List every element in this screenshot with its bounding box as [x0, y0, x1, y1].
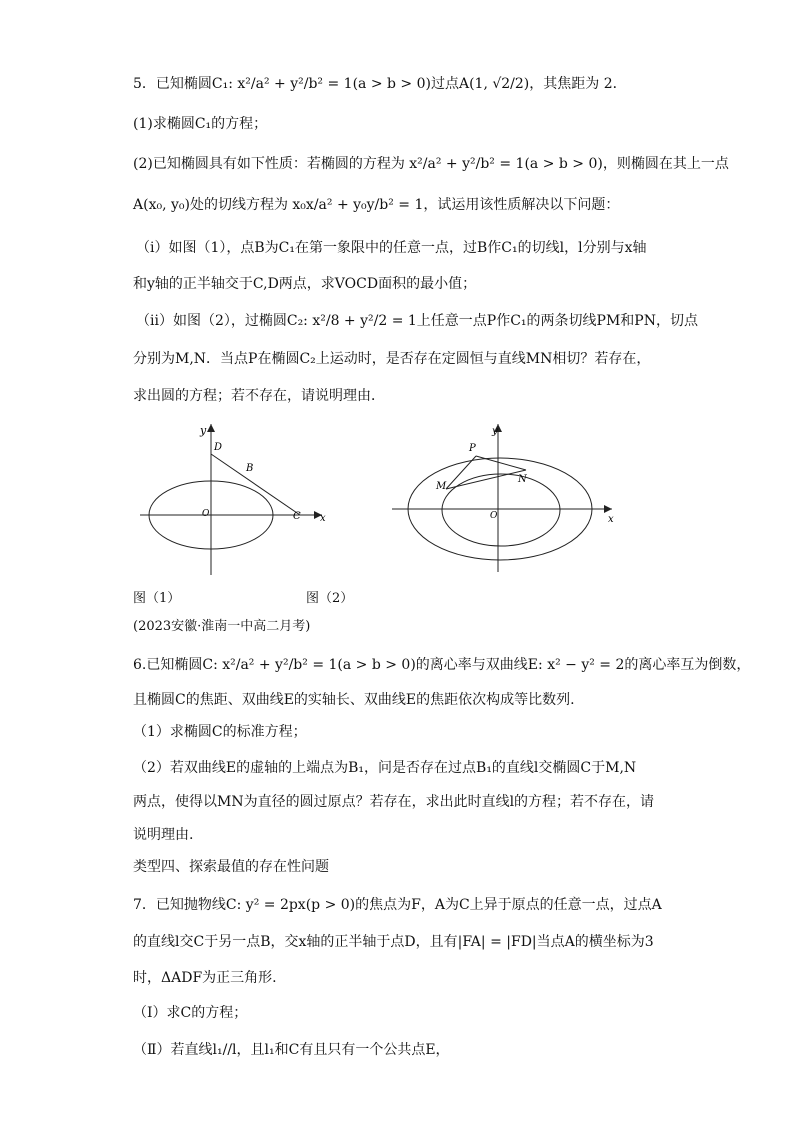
fig1-label-b: B: [246, 463, 254, 474]
fig2-inner-ellipse: [442, 474, 560, 546]
figure-2: [390, 422, 620, 577]
q5-stem: 5．已知椭圆C₁: x²/a² + y²/b² = 1(a > b > 0)过点A(1, √2/2)，其焦距为 2．: [133, 76, 627, 92]
fig1-label-d: D: [214, 442, 223, 453]
fig2-label-x: x: [608, 514, 614, 525]
q6-part-2-line2: 两点，使得以MN为直径的圆过原点？若存在，求出此时直线l的方程；若不存在，请: [133, 794, 655, 810]
q5-part-2-line1: (2)已知椭圆具有如下性质：若椭圆的方程为 x²/a² + y²/b² = 1(a > b > 0)，则椭圆在其上一点: [133, 156, 729, 172]
figure-2-caption: 图（2）: [306, 591, 354, 606]
fig1-label-x: x: [320, 513, 326, 524]
fig1-label-y: y: [200, 424, 207, 437]
figure-1-caption: 图（1）: [133, 591, 181, 606]
q5-part-i-line1: （i）如图（1），点B为C₁在第一象限中的任意一点，过B作C₁的切线l，l分别与x轴: [136, 240, 647, 256]
q5-part-i-line2: 和y轴的正半轴交于C,D两点，求VOCD面积的最小值；: [133, 276, 477, 292]
q6-part-2-line3: 说明理由.: [133, 827, 194, 843]
q5-part-ii-line3: 求出圆的方程；若不存在，请说明理由．: [133, 388, 385, 404]
fig2-x-arrow: [604, 505, 612, 513]
q5-part-ii-line1: （ii）如图（2），过椭圆C₂: x²/8 + y²/2 = 1上任意一点P作C₁的两条切线PM和PN，切点: [136, 313, 698, 329]
q7-stem-2: 的直线l交C于另一点B，交x轴的正半轴于点D，且有|FA| = |FD|当点A的横坐标为3: [133, 934, 654, 950]
fig2-line-mn: [446, 470, 526, 489]
q7-part-2: （Ⅱ）若直线l₁//l，且l₁和C有且只有一个公共点E，: [133, 1042, 450, 1058]
fig1-y-arrow: [207, 424, 215, 432]
q7-stem-3: 时，ΔADF为正三角形.: [133, 970, 277, 986]
q5-part-1: (1)求椭圆C₁的方程；: [133, 116, 268, 132]
fig1-tangent-line: [211, 454, 300, 515]
q7-stem: 7．已知抛物线C: y² = 2px(p > 0)的焦点为F，A为C上异于原点的任意一点，过点A: [133, 897, 662, 913]
q6-stem: 6.已知椭圆C: x²/a² + y²/b² = 1(a > b > 0)的离心率与双曲线E: x² − y² = 2的离心率互为倒数，: [133, 657, 751, 673]
fig1-label-c: C: [293, 511, 301, 522]
source-note: (2023安徽·淮南一中高二月考): [133, 619, 311, 634]
fig2-label-y: y: [492, 426, 498, 437]
q5-part-ii-line2: 分别为M,N．当点P在椭圆C₂上运动时，是否存在定圆恒与直线MN相切？若存在，: [133, 351, 651, 367]
fig2-label-o: O: [490, 511, 498, 521]
fig2-label-p: P: [469, 443, 476, 454]
q6-part-1: （1）求椭圆C的标准方程；: [133, 724, 307, 740]
q6-stem-2: 且椭圆C的焦距、双曲线E的实轴长、双曲线E的焦距依次构成等比数列.: [133, 692, 575, 708]
fig2-label-n: N: [518, 474, 527, 485]
figure-1: [140, 418, 340, 583]
fig2-label-m: M: [436, 481, 447, 492]
section-heading: 类型四、探索最值的存在性问题: [133, 859, 329, 875]
q6-part-2-line1: （2）若双曲线E的虚轴的上端点为B₁，问是否存在过点B₁的直线l交椭圆C于M,N: [133, 760, 637, 776]
fig1-label-o: O: [202, 509, 210, 519]
q7-part-1: （Ⅰ）求C的方程；: [133, 1005, 248, 1021]
q5-part-2-line2: A(x₀, y₀)处的切线方程为 x₀x/a² + y₀y/b² = 1，试运用该性质解决以下问题：: [133, 197, 620, 213]
